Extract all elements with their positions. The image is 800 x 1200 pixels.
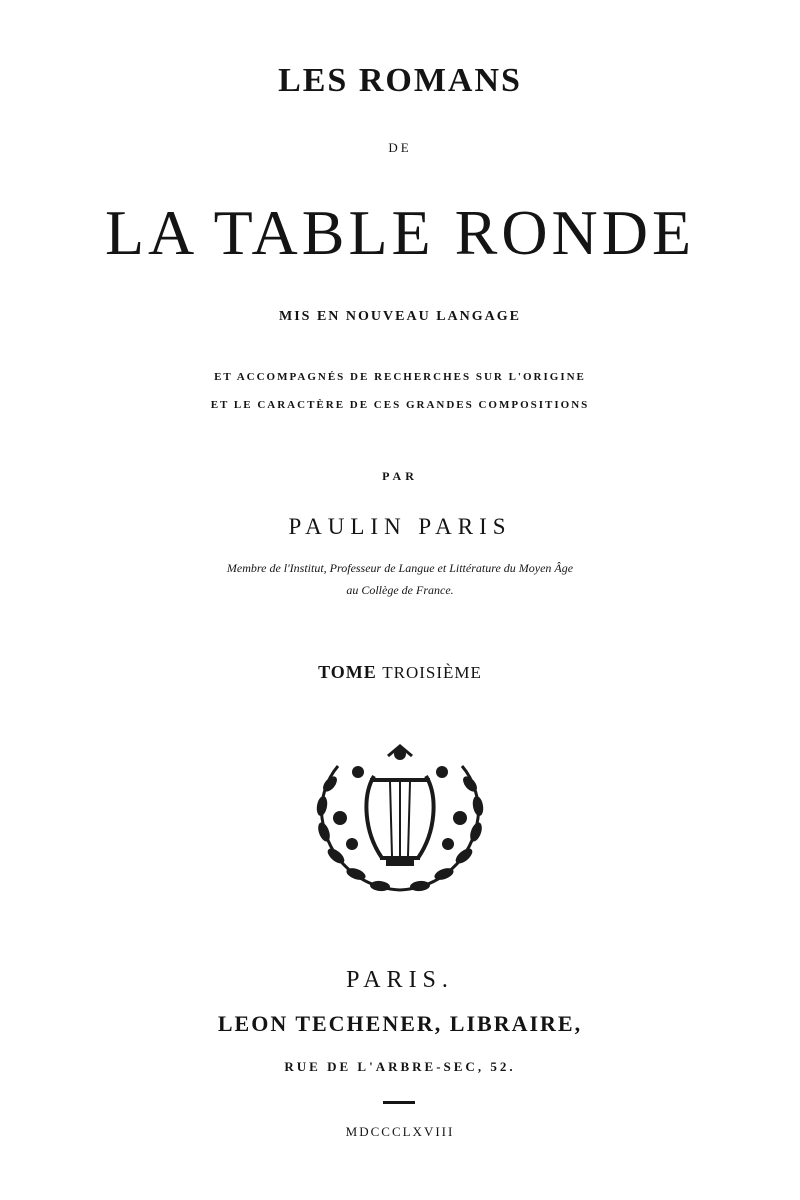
subtitle-line-2: ET LE CARACTÈRE DE CES GRANDES COMPOSITIONS (210, 399, 590, 411)
publisher-name: LEON TECHENER, LIBRAIRE, (217, 1011, 583, 1036)
publication-year: MDCCCLXVIII (345, 1124, 455, 1139)
divider-rule (383, 1101, 415, 1104)
title-de: DE (388, 140, 412, 155)
volume-number: TROISIÈME (382, 663, 482, 682)
main-title: LA TABLE RONDE (104, 197, 696, 268)
lyre-wreath-icon (300, 740, 500, 900)
title-line-1: LES ROMANS (278, 62, 522, 99)
publisher-address: RUE DE L'ARBRE-SEC, 52. (284, 1059, 516, 1074)
author-affiliation-line-2: au Collège de France. (346, 583, 454, 597)
subtitle: MIS EN NOUVEAU LANGAGE (279, 309, 521, 324)
author-name: PAULIN PARIS (288, 514, 512, 539)
volume-word: TOME (318, 662, 377, 682)
imprint-city: PARIS. (346, 967, 454, 993)
by-line: PAR (382, 469, 418, 483)
subtitle-line-1: ET ACCOMPAGNÉS DE RECHERCHES SUR L'ORIGINE (214, 371, 586, 383)
volume-label (0, 662, 800, 683)
author-affiliation-line-1: Membre de l'Institut, Professeur de Langue et Littérature du Moyen Âge (226, 561, 574, 575)
